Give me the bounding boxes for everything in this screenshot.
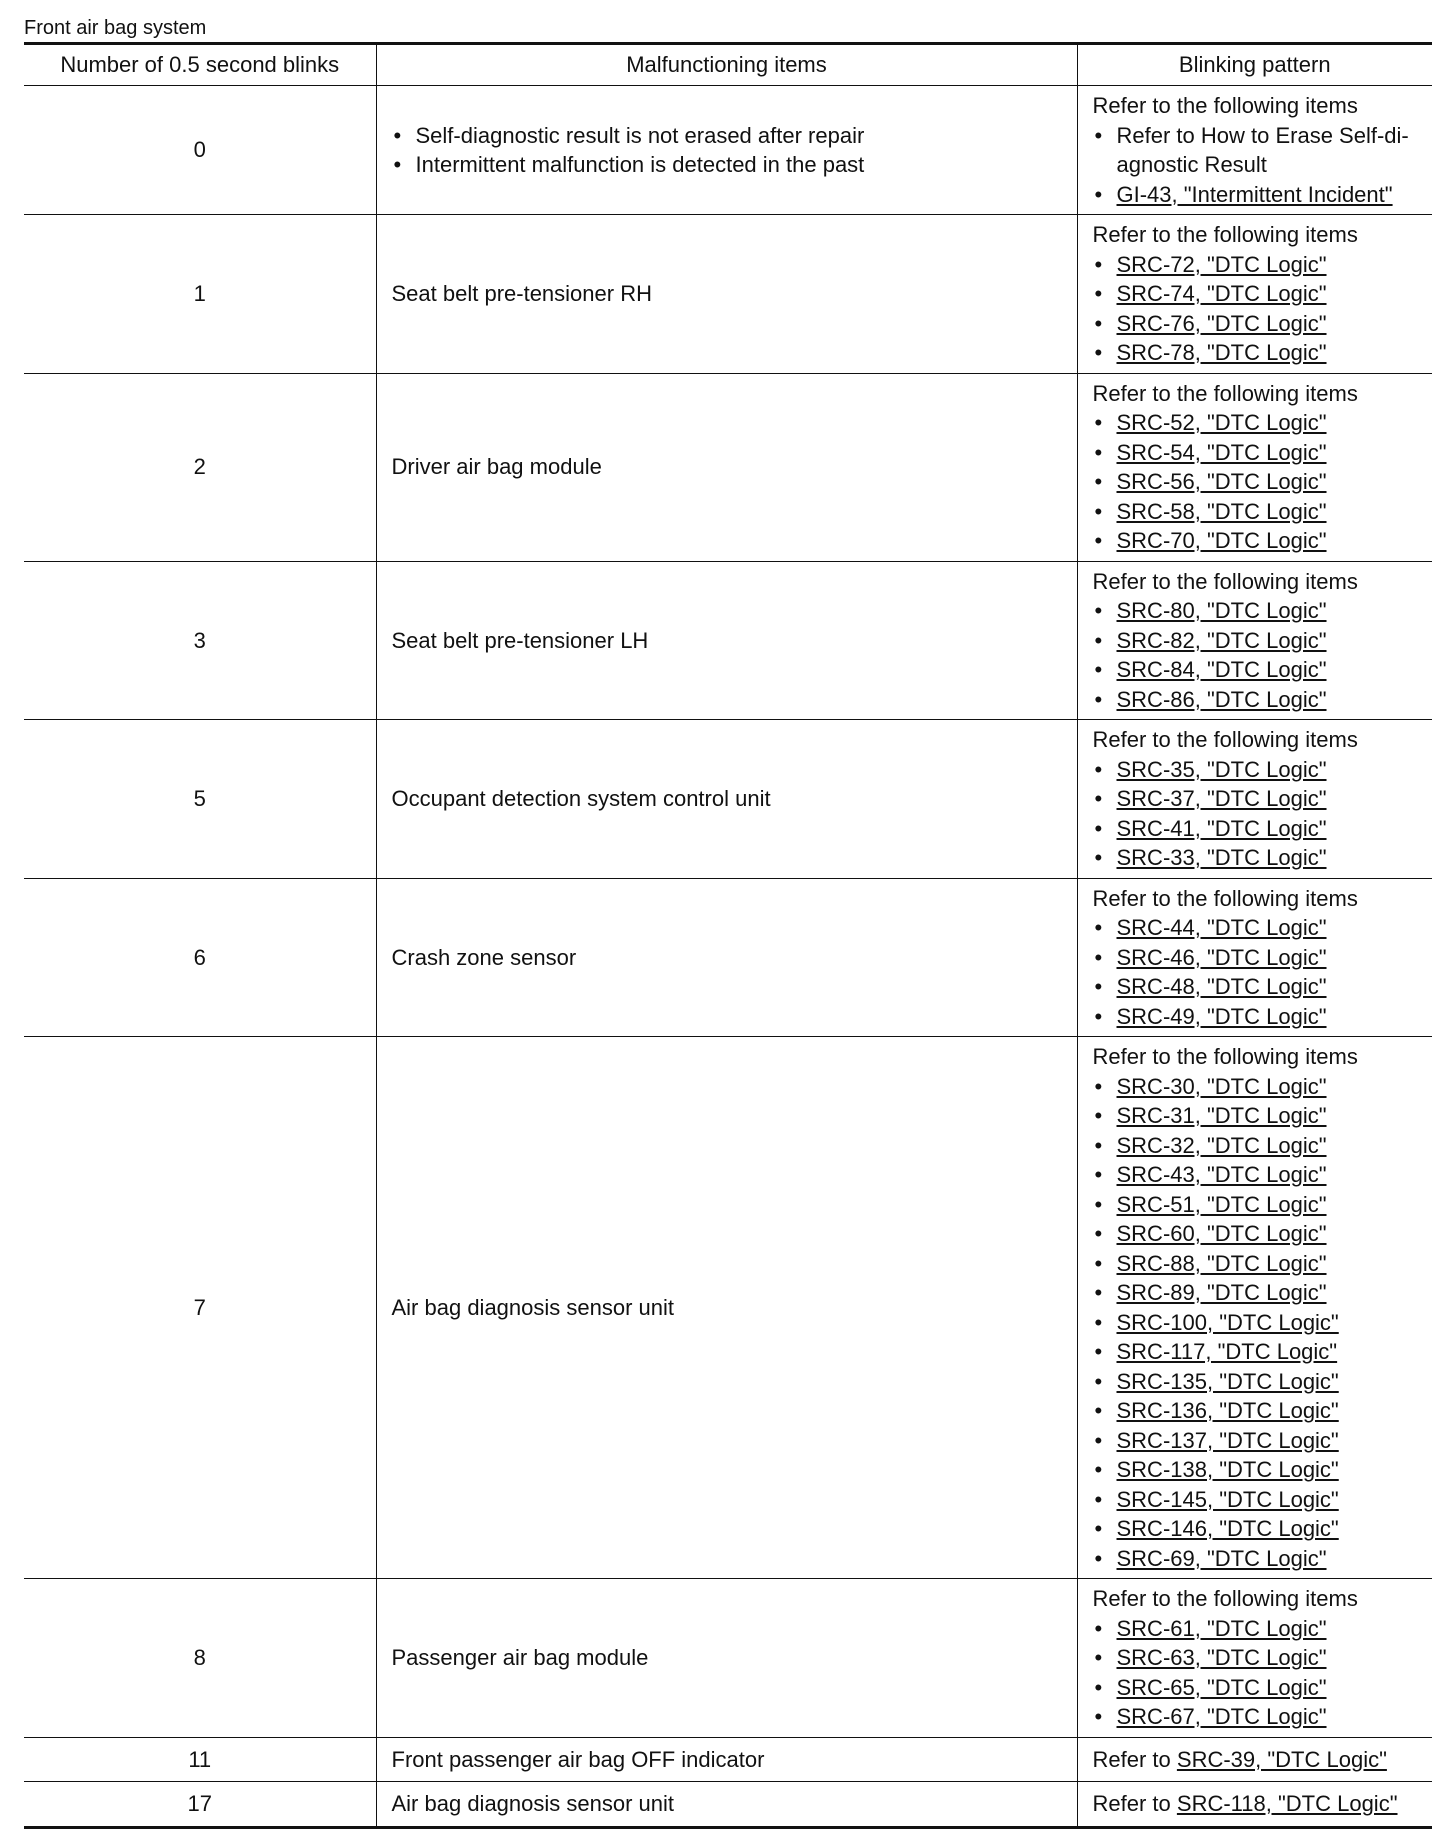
blinking-pattern	[1077, 215, 1432, 374]
table-header-row	[24, 44, 1432, 86]
reference-link[interactable]: SRC-52, "DTC Logic"	[1116, 410, 1327, 435]
pattern-intro: Refer to the following items	[1092, 1586, 1358, 1611]
reference-link[interactable]: SRC-37, "DTC Logic"	[1116, 786, 1327, 811]
reference-link[interactable]: SRC-78, "DTC Logic"	[1116, 340, 1327, 365]
malfunction-item: Passenger air bag module	[376, 1579, 1077, 1738]
reference-link[interactable]: SRC-61, "DTC Logic"	[1116, 1615, 1327, 1641]
malfunction-items	[376, 86, 1077, 215]
reference-link[interactable]: SRC-60, "DTC Logic"	[1116, 1221, 1327, 1246]
reference-item	[1093, 1308, 1427, 1338]
reference-link[interactable]: SRC-48, "DTC Logic"	[1116, 974, 1327, 999]
reference-item	[1093, 1219, 1427, 1249]
reference-item	[1093, 408, 1427, 438]
reference-item	[1093, 338, 1427, 368]
reference-item	[1093, 943, 1427, 973]
reference-link[interactable]: SRC-69, "DTC Logic"	[1116, 1545, 1327, 1571]
reference-item	[1093, 596, 1427, 626]
header-items: Malfunctioning items	[376, 44, 1077, 86]
reference-item	[1093, 1278, 1427, 1308]
table-row	[24, 1037, 1432, 1579]
reference-list	[1093, 1614, 1427, 1732]
reference-link[interactable]: SRC-137, "DTC Logic"	[1116, 1427, 1339, 1453]
reference-link[interactable]: SRC-39, "DTC Logic"	[1176, 1746, 1387, 1772]
reference-item	[1093, 1101, 1427, 1131]
blink-count: 5	[24, 720, 376, 879]
reference-link[interactable]: SRC-86, "DTC Logic"	[1116, 686, 1327, 712]
reference-item	[1093, 526, 1427, 556]
blinking-pattern	[1077, 561, 1432, 720]
reference-link[interactable]: SRC-80, "DTC Logic"	[1116, 598, 1327, 623]
pattern-intro: Refer to the following items	[1092, 885, 1358, 911]
reference-list	[1093, 596, 1427, 714]
malfunction-item: Air bag diagnosis sensor unit	[376, 1782, 1077, 1828]
malfunction-item: Crash zone sensor	[376, 878, 1077, 1037]
reference-item	[1093, 1160, 1427, 1190]
reference-item	[1093, 1131, 1427, 1161]
reference-link[interactable]: SRC-74, "DTC Logic"	[1116, 281, 1327, 306]
reference-item	[1093, 1544, 1427, 1574]
reference-item	[1093, 1455, 1427, 1485]
blink-pattern-table	[24, 42, 1432, 1829]
reference-link[interactable]: SRC-117, "DTC Logic"	[1116, 1339, 1338, 1364]
reference-item	[1093, 1337, 1427, 1367]
malfunction-item: Occupant detection system control unit	[376, 720, 1077, 879]
blinking-pattern	[1077, 373, 1432, 561]
blink-count: 3	[24, 561, 376, 720]
pattern-intro: Refer to the following items	[1092, 727, 1358, 752]
reference-link[interactable]: SRC-67, "DTC Logic"	[1116, 1704, 1327, 1729]
blinking-pattern	[1077, 720, 1432, 879]
reference-item	[1093, 843, 1427, 873]
table-row	[24, 1737, 1432, 1782]
reference-text: Refer to How to Erase Self-di-agnostic Result	[1116, 122, 1409, 177]
reference-link[interactable]: SRC-56, "DTC Logic"	[1116, 469, 1327, 494]
reference-list	[1093, 408, 1427, 556]
reference-link[interactable]: SRC-145, "DTC Logic"	[1116, 1486, 1339, 1512]
reference-list	[1093, 1072, 1427, 1574]
reference-link[interactable]: SRC-51, "DTC Logic"	[1116, 1191, 1327, 1217]
table-row	[24, 561, 1432, 720]
table-caption: Front air bag system	[24, 17, 207, 39]
blinking-pattern	[1077, 878, 1432, 1037]
reference-link[interactable]: SRC-138, "DTC Logic"	[1116, 1457, 1339, 1482]
reference-list	[1093, 250, 1427, 368]
header-pattern: Blinking pattern	[1077, 44, 1432, 86]
reference-item	[1093, 1072, 1427, 1102]
malfunction-item: Front passenger air bag OFF indicator	[376, 1737, 1077, 1782]
reference-link[interactable]: SRC-49, "DTC Logic"	[1116, 1003, 1327, 1029]
reference-item	[1093, 784, 1427, 814]
reference-item	[1093, 1190, 1427, 1220]
reference-item	[1093, 497, 1427, 527]
blinking-pattern	[1077, 1037, 1432, 1579]
header-blinks: Number of 0.5 second blinks	[24, 44, 376, 86]
reference-link[interactable]: SRC-41, "DTC Logic"	[1116, 815, 1327, 841]
reference-link[interactable]: SRC-72, "DTC Logic"	[1116, 251, 1327, 277]
reference-link[interactable]: SRC-65, "DTC Logic"	[1116, 1674, 1327, 1700]
reference-link[interactable]: SRC-58, "DTC Logic"	[1116, 498, 1327, 524]
blinking-pattern	[1077, 1737, 1432, 1782]
reference-link[interactable]: SRC-32, "DTC Logic"	[1116, 1132, 1327, 1158]
reference-link[interactable]: SRC-84, "DTC Logic"	[1116, 657, 1327, 682]
reference-link[interactable]: SRC-30, "DTC Logic"	[1116, 1073, 1327, 1099]
reference-link[interactable]: SRC-31, "DTC Logic"	[1116, 1103, 1327, 1128]
reference-item	[1093, 626, 1427, 656]
malfunction-item: • Self-diagnostic result is not erased after repair	[392, 121, 1077, 151]
blink-count: 8	[24, 1579, 376, 1738]
reference-item	[1093, 1485, 1427, 1515]
blink-count: 0	[24, 86, 376, 215]
reference-item	[1093, 655, 1427, 685]
reference-item	[1093, 309, 1427, 339]
blink-count: 2	[24, 373, 376, 561]
malfunction-list	[392, 121, 1077, 180]
table-row	[24, 86, 1432, 215]
blinking-pattern	[1077, 1782, 1432, 1828]
table-row	[24, 1782, 1432, 1828]
blink-count: 11	[24, 1737, 376, 1782]
malfunction-item: Air bag diagnosis sensor unit	[376, 1037, 1077, 1579]
reference-item	[1093, 1249, 1427, 1279]
table-row	[24, 215, 1432, 374]
blink-count: 17	[24, 1782, 376, 1828]
malfunction-item: Seat belt pre-tensioner LH	[376, 561, 1077, 720]
reference-list	[1093, 755, 1427, 873]
blinking-pattern	[1077, 1579, 1432, 1738]
reference-item	[1093, 1702, 1427, 1732]
reference-list	[1093, 121, 1427, 210]
pattern-intro: Refer to the following items	[1092, 568, 1358, 594]
reference-link[interactable]: SRC-135, "DTC Logic"	[1116, 1368, 1339, 1394]
reference-item	[1093, 1367, 1427, 1397]
reference-link[interactable]: GI-43, "Intermittent Incident"	[1116, 181, 1393, 207]
table-row	[24, 1579, 1432, 1738]
table-row	[24, 878, 1432, 1037]
reference-link[interactable]: SRC-46, "DTC Logic"	[1116, 944, 1327, 970]
reference-item	[1093, 250, 1427, 280]
reference-item	[1093, 1396, 1427, 1426]
reference-item	[1093, 180, 1427, 210]
malfunction-item: Seat belt pre-tensioner RH	[376, 215, 1077, 374]
reference-link[interactable]: SRC-89, "DTC Logic"	[1116, 1280, 1327, 1305]
reference-item	[1093, 121, 1427, 180]
table-row	[24, 373, 1432, 561]
reference-item	[1093, 467, 1427, 497]
reference-link[interactable]: SRC-146, "DTC Logic"	[1116, 1516, 1339, 1541]
reference-link[interactable]: SRC-63, "DTC Logic"	[1116, 1645, 1327, 1670]
reference-item	[1093, 814, 1427, 844]
reference-link[interactable]: SRC-44, "DTC Logic"	[1116, 915, 1327, 940]
malfunction-item: • Intermittent malfunction is detected in the past	[392, 150, 1077, 180]
reference-link[interactable]: SRC-100, "DTC Logic"	[1116, 1309, 1339, 1335]
blinking-pattern	[1077, 86, 1432, 215]
reference-item	[1093, 1673, 1427, 1703]
reference-item	[1093, 279, 1427, 309]
reference-link[interactable]: SRC-35, "DTC Logic"	[1116, 756, 1327, 782]
reference-prefix: Refer to	[1092, 1746, 1171, 1772]
pattern-intro: Refer to the following items	[1092, 93, 1358, 118]
reference-item	[1093, 913, 1427, 943]
reference-item	[1093, 1426, 1427, 1456]
reference-link[interactable]: SRC-76, "DTC Logic"	[1116, 310, 1327, 336]
reference-link[interactable]: SRC-54, "DTC Logic"	[1116, 439, 1327, 465]
reference-link[interactable]: SRC-82, "DTC Logic"	[1116, 627, 1327, 653]
pattern-intro: Refer to the following items	[1092, 222, 1358, 247]
reference-link[interactable]: SRC-136, "DTC Logic"	[1116, 1398, 1339, 1423]
reference-link[interactable]: SRC-33, "DTC Logic"	[1116, 845, 1327, 870]
reference-item	[1093, 1002, 1427, 1032]
reference-item	[1093, 1643, 1427, 1673]
reference-item	[1093, 685, 1427, 715]
reference-link[interactable]: SRC-70, "DTC Logic"	[1116, 528, 1327, 553]
reference-prefix: Refer to	[1092, 1791, 1171, 1816]
reference-item	[1093, 438, 1427, 468]
reference-link[interactable]: SRC-118, "DTC Logic"	[1176, 1791, 1398, 1816]
reference-item	[1093, 755, 1427, 785]
malfunction-item: Driver air bag module	[376, 373, 1077, 561]
reference-item	[1093, 972, 1427, 1002]
reference-item	[1093, 1514, 1427, 1544]
blink-count: 1	[24, 215, 376, 374]
reference-item	[1093, 1614, 1427, 1644]
pattern-intro: Refer to the following items	[1092, 380, 1358, 406]
pattern-intro: Refer to the following items	[1092, 1044, 1358, 1069]
reference-link[interactable]: SRC-43, "DTC Logic"	[1116, 1162, 1327, 1187]
blink-count: 7	[24, 1037, 376, 1579]
blink-count: 6	[24, 878, 376, 1037]
reference-list	[1093, 913, 1427, 1031]
table-row	[24, 720, 1432, 879]
reference-link[interactable]: SRC-88, "DTC Logic"	[1116, 1250, 1327, 1276]
